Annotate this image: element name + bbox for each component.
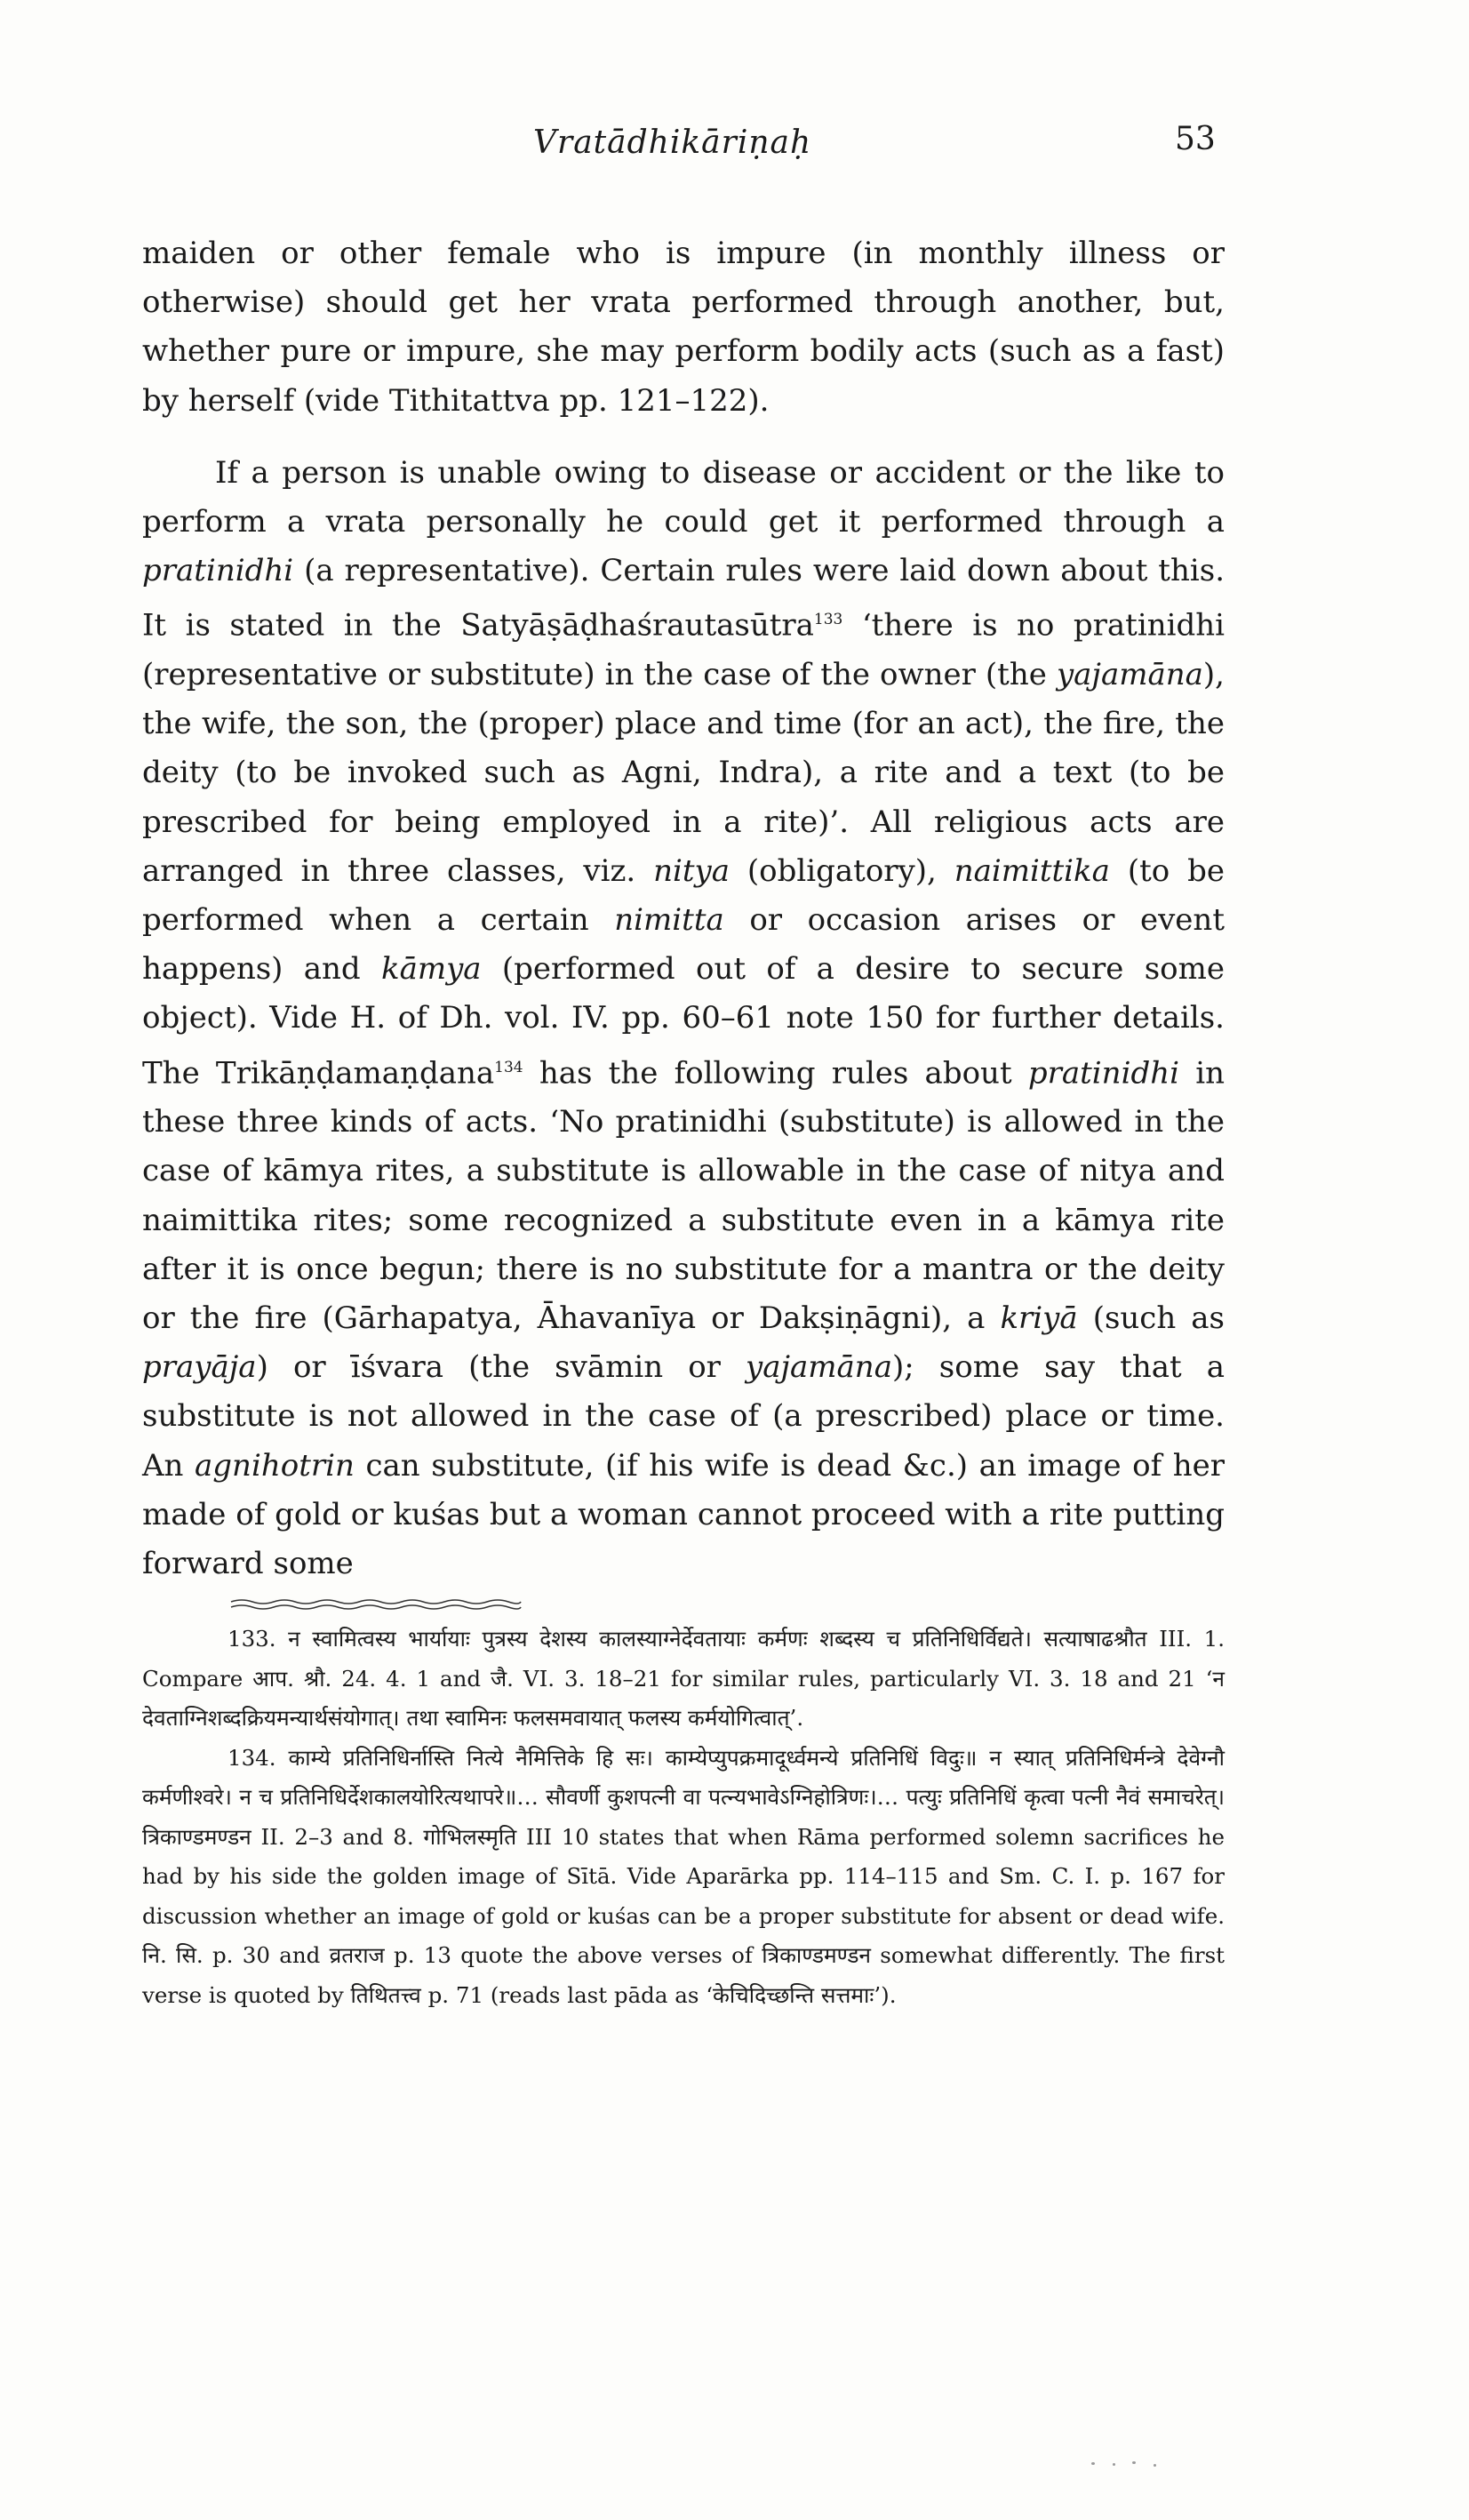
footnotes (142, 1620, 1225, 2015)
scan-speck (1154, 2464, 1156, 2467)
running-head (0, 121, 1469, 178)
paragraph-pratinidhi: If a person is unable owing to disease or accident or the like to perform a vrata personally he could get it performed through a pratinidhi (a representative). Certain rules were laid down about this. It is stated in the Satyāṣāḍhaśrautasūtra$^{133}$ ‘there is no pratinidhi (representative or substitute) in the case of the owner (the yajamāna), the wife, the son, the (proper) place and time (for an act), the fire, the deity (to be invoked such as Agni, Indra), a rite and a text (to be prescribed for being employed in a rite)’. All religious acts are arranged in three classes, viz. nitya (obligatory), naimittika (to be performed when a certain nimitta or occasion arises or event happens) and kāmya (performed out of a desire to secure some object). Vide H. of Dh. vol. IV. pp. 60–61 note 150 for further details. The Trikāṇḍamaṇḍana$^{134}$ has the following rules about pratinidhi in these three kinds of acts. ‘No pratinidhi (substitute) is allowed in the case of kāmya rites, a substitute is allowable in the case of nitya and naimittika rites; some recognized a substitute even in a kāmya rite after it is once begun; there is no substitute for a mantra or the deity or the fire (Gārhapatya, Āhavanīya or Dakṣiṇāgni), a kriyā (such as prayāja) or īśvara (the svāmin or yajamāna); some say that a substitute is not allowed in the case of (a prescribed) place or time. An agnihotrin can substitute, (if his wife is dead &c.) an image of her made of gold or kuśas but a woman cannot proceed with a rite putting forward some (142, 454, 1225, 1581)
footnote-ref-134[interactable]: 134 (494, 1058, 523, 1076)
footnote-ref-133[interactable]: 133 (813, 611, 843, 629)
footnote-134: 134. काम्ये प्रतिनिधिर्नास्ति नित्ये नैमित्तिके हि सः। काम्येप्युपक्रमादूर्ध्वमन्ये प्रतिनिधिं विदुः॥ न स्यात् प्रतिनिधिर्मन्त्रे देवेग्नौ कर्मणीश्वरे। न च प्रतिनिधिर्देशकालयोरित्यथापरे॥… सौवर्णी कुशपत्नी वा पत्न्यभावेऽग्निहोत्रिणः।… पत्युः प्रतिनिधिं कृत्वा पत्नी नैवं समाचरेत्। त्रिकाण्डमण्डन II. 2–3 and 8. गोभिलस्मृति III 10 states that when Rāma performed solemn sacrifices he had by his side the golden image of Sītā. Vide Aparārka pp. 114–115 and Sm. C. I. p. 167 for discussion whether an image of gold or kuśas can be a proper substitute for absent or dead wife. नि. सि. p. 30 and व्रतराज p. 13 quote the above verses of त्रिकाण्डमण्डन somewhat differently. The first verse is quoted by तिथितत्त्व p. 71 (reads last pāda as ‘केचिदिच्छन्ति सत्तमाः’). (142, 1744, 1225, 2008)
main-text (142, 229, 1225, 1588)
paragraph-continued: maiden or other female who is impure (in monthly illness or otherwise) should get her vrata performed through another, but, whether pure or impure, she may perform bodily acts (such as a fast) by herself (vide Tithitattva pp. 121–122). (142, 236, 1225, 419)
scan-speck (1113, 2463, 1115, 2466)
footnote-133: 133. न स्वामित्वस्य भार्यायाः पुत्रस्य देशस्य कालस्याग्नेर्देवतायाः कर्मणः शब्दस्य च प्रतिनिधिर्विद्यते। सत्याषाढश्रौत III. 1. Compare आप. श्रौ. 24. 4. 1 and जै. VI. 3. 18–21 for similar rules, particularly VI. 3. 18 and 21 ‘न देवताग्निशब्दक्रियमन्यार्थसंयोगात्। तथा स्वामिनः फलसमवायात् फलस्य कर्मयोगित्वात्’. (142, 1626, 1225, 1731)
page-number: 53 (1175, 121, 1216, 157)
scan-speck (1132, 2461, 1136, 2464)
footnote-separator-rule (229, 1598, 523, 1611)
running-title: Vratādhikāriṇaḥ (533, 124, 812, 161)
scan-speck (1091, 2462, 1095, 2465)
